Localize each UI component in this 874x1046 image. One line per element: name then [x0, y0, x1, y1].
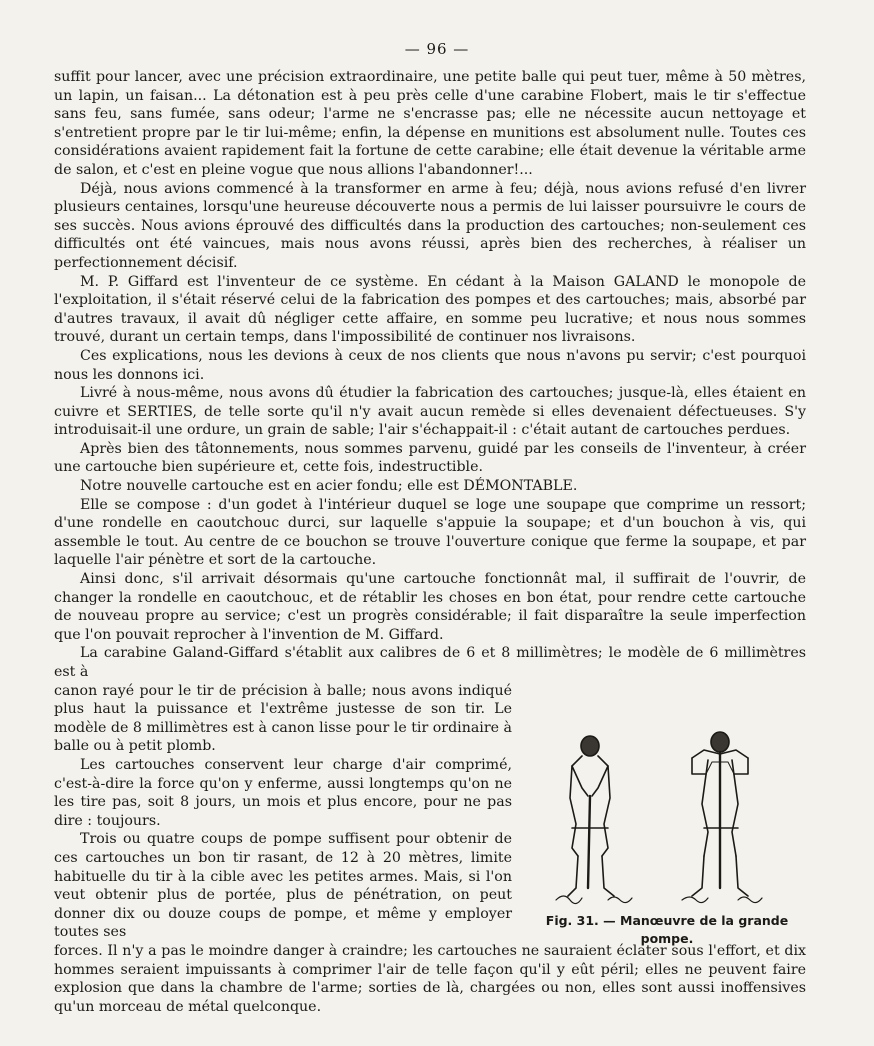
paragraph: Livré à nous-même, nous avons dû étudier la fabrication des cartouches; jusque-là, elles étaient en cuivre et SERTIES, de telle sorte qu'il n'y avait aucun remède si elles devenaient défectueuses. S'y introduisait-il une ordure, un grain de sable; l'air s'échappait-il : c'était autant de cartouches perdues. — [54, 385, 806, 439]
paragraph: Après bien des tâtonnements, nous sommes parvenu, guidé par les conseils de l'inventeur, à créer une cartouche bien supérieure et, cette fois, indestructible. — [54, 440, 806, 476]
paragraph: Ainsi donc, s'il arrivait désormais qu'une cartouche fonctionnât mal, il suffirait de l'ouvrir, de changer la rondelle en caoutchouc, et de rétablir les choses en bon état, pour rendre cette cartouche de nouveau propre au service; c'est un progrès considérable; il fait disparaître la seule imperfection que l'on pouvait reprocher à l'invention de M. Giffard. — [54, 571, 806, 643]
figure-man-bending — [556, 736, 632, 904]
page-number: — 96 — — [404, 40, 470, 58]
figure-man-standing — [682, 732, 762, 903]
pump-illustration — [542, 728, 792, 910]
paragraph: suffit pour lancer, avec une précision extraordinaire, une petite balle qui peut tuer, même à 50 mètres, un lapin, un faisan... La détonation est à peu près celle d'une carabine Flobert, mais le tir s'effectue sans feu, sans fumée, sans odeur; l'arme ne s'encrasse pas; elle ne nécessite aucun nettoyage et s'entretient propre par le tir lui-même; enfin, la dépense en munitions est absolument nulle. Toutes ces considérations avaient rapidement fait la fortune de cette carabine; elle était devenue la véritable arme de salon, et c'est en pleine vogue que nous allions l'abandonner!... — [54, 69, 806, 178]
paragraph: Ces explications, nous les devions à ceux de nos clients que nous n'avons pu servir; c'est pourquoi nous les donnons ici. — [54, 347, 806, 383]
body-text — [54, 68, 806, 1016]
figure-caption: Fig. 31. — Manœuvre de la grande pompe. — [545, 912, 789, 947]
paragraph: Notre nouvelle cartouche est en acier fondu; elle est DÉMONTABLE. — [80, 478, 578, 495]
left-column — [54, 682, 512, 942]
column-with-figure — [54, 682, 806, 947]
paragraph: Trois ou quatre coups de pompe suffisent pour obtenir de ces cartouches un bon tir rasant, de 12 à 20 mètres, limite habituelle du tir à la cible avec les petites armes. Mais, si l'on veut obtenir plus de portée, plus de pénétration, on peut donner dix ou douze coups de pompe, et même y employer toutes ses — [54, 831, 512, 941]
paragraph: M. P. Giffard est l'inventeur de ce système. En cédant à la Maison GALAND le monopole de l'exploitation, il s'était réservé celui de la fabrication des pompes et des cartouches; mais, absorbé par d'autres travaux, il avait dû négliger cette affaire, en somme peu lucrative; et nous nous sommes trouvé, durant un certain temps, dans l'impossibilité de continuer nos livraisons. — [54, 273, 806, 346]
paragraph: forces. Il n'y a pas le moindre danger à craindre; les cartouches ne sauraient éclater sous l'effort, et dix hommes seraient impuissants à comprimer l'air de telle façon qu'il y eût péril; elles ne peuvent faire explosion que dans la chambre de l'arme; sorties de là, chargées ou non, elles sont aussi inoffensives qu'un morceau de métal quelconque. — [54, 942, 806, 1015]
paragraph: Elle se compose : d'un godet à l'intérieur duquel se loge une soupape que comprime un ressort; d'une rondelle en caoutchouc durci, sur laquelle s'appuie la soupape; et d'un bouchon à vis, qui assemble le tout. Au centre de ce bouchon se trouve l'ouverture conique que ferme la soupape, et par laquelle l'air pénètre et sort de la cartouche. — [54, 496, 806, 569]
paragraph: Les cartouches conservent leur charge d'air comprimé, c'est-à-dire la force qu'on y enferme, aussi longtemps qu'on ne les tire pas, soit 8 jours, un mois et plus encore, pour ne pas dire : toujours. — [54, 756, 512, 829]
paragraph: La carabine Galand-Giffard s'établit aux calibres de 6 et 8 millimètres; le modèle de 6 millimètres est à — [54, 645, 806, 680]
figure-31 — [522, 728, 812, 949]
paragraph: Déjà, nous avions commencé à la transformer en arme à feu; déjà, nous avions refusé d'en livrer plusieurs centaines, lorsqu'une heureuse découverte nous a permis de lui laisser poursuivre le cours de ses succès. Nous avions éprouvé des difficultés dans la production des cartouches; non-seulement ces difficultés ont été vaincues, mais nous avons réussi, après bien des recherches, à réaliser un perfectionnement décisif. — [54, 180, 806, 271]
paragraph: canon rayé pour le tir de précision à balle; nous avons indiqué plus haut la puissance et l'extrême justesse de son tir. Le modèle de 8 millimètres est à canon lisse pour le tir ordinaire à balle ou à petit plomb. — [54, 682, 512, 755]
